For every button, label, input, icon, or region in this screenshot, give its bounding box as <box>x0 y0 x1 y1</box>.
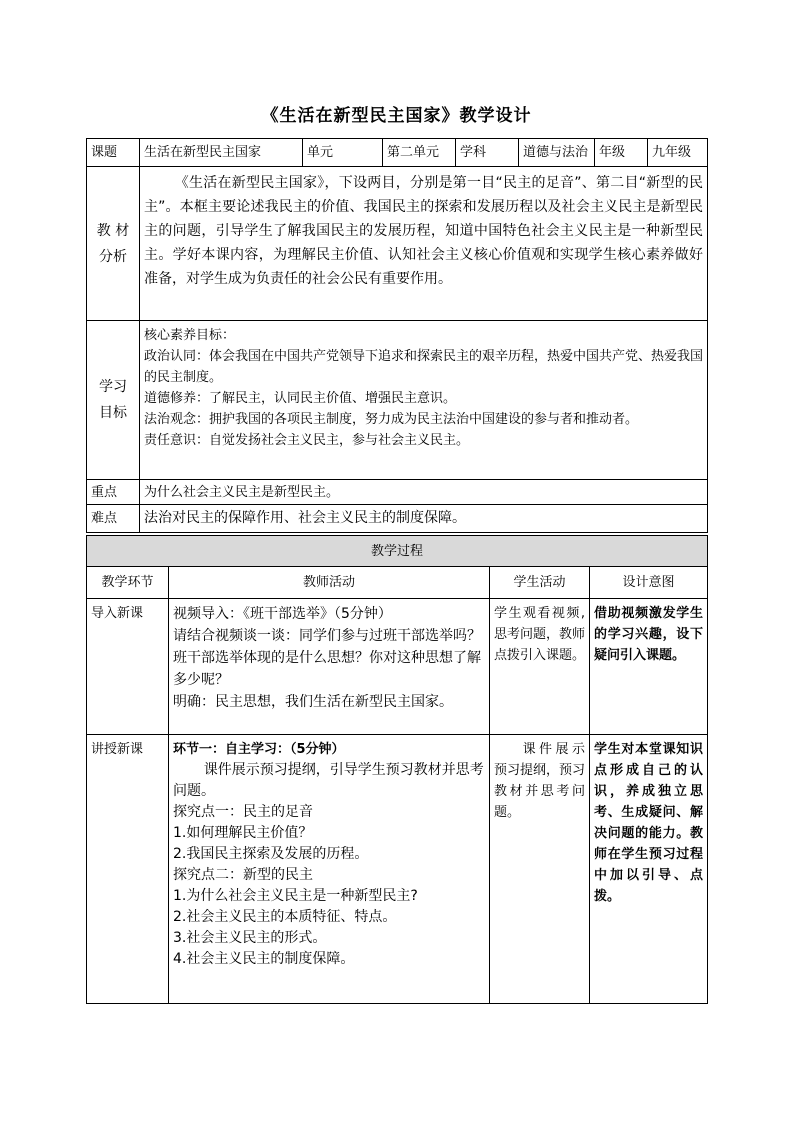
grade-value: 九年级 <box>648 139 708 167</box>
column-header: 设计意图 <box>590 567 708 599</box>
difficulty-label: 难点 <box>87 505 140 533</box>
analysis-label: 教 材 分析 <box>87 167 140 321</box>
lecture-stage: 讲授新课 <box>87 735 169 1004</box>
objective-line: 政治认同：体会我国在中国共产党领导下追求和探索民主的艰辛历程，热爱中国共产党、热爱我国的民主制度。 <box>144 349 704 385</box>
objectives-text <box>140 321 708 480</box>
difficulty-text: 法治对民主的保障作用、社会主义民主的制度保障。 <box>140 505 708 533</box>
column-header: 教学环节 <box>87 567 169 599</box>
lecture-design-intent: 学生对本堂课知识点形成自己的认识，养成独立思考、生成疑问、解决问题的能力。教师在学生预习过程中加以引导、点拨。 <box>590 735 708 1004</box>
subject-label: 学科 <box>456 139 519 167</box>
subject-value: 道德与法治 <box>519 139 595 167</box>
analysis-text: 《生活在新型民主国家》，下设两目，分别是第一目“民主的足音”、第二目“新型的民主”。本框主要论述我民主的价值、我国民主的探索和发展历程以及社会主义民主是新型民主的问题，引导学生了解我国民主的发展历程，知道中国特色社会主义民主是一种新型民主。学好本课内容，为理解民主价值、认知社会主义核心价值观和实现学生核心素养做好准备，对学生成为负责任的社会公民有重要作用。 <box>140 167 708 321</box>
intro-stage: 导入新课 <box>87 599 169 735</box>
intro-student-activity: 学生观看视频,思考问题，教师点拨引入课题。 <box>490 599 590 735</box>
objective-line: 法治观念：拥护我国的各项民主制度，努力成为民主法治中国建设的参与者和推动者。 <box>144 412 639 427</box>
objective-line: 责任意识：自觉发扬社会主义民主，参与社会主义民主。 <box>144 433 470 448</box>
intro-design-intent: 借助视频激发学生的学习兴趣，设下疑问引入课题。 <box>590 599 708 735</box>
unit-label: 单元 <box>303 139 383 167</box>
unit-value: 第二单元 <box>383 139 456 167</box>
process-header: 教学过程 <box>87 536 708 567</box>
grade-label: 年级 <box>595 139 648 167</box>
topic-value: 生活在新型民主国家 <box>140 139 303 167</box>
info-table <box>86 138 708 533</box>
column-header: 学生活动 <box>490 567 590 599</box>
lecture-teacher-activity: 环节一：自主学习：（5分钟） 课件展示预习提纲，引导学生预习教材并思考问题。 探究点一：民主的足音 1.如何理解民主价值？ 2.我国民主探索及发展的历程。 探究点二：新型的民主 1.为什么社会主义民主是一种新型民主? 2.社会主义民主的本质特征、特点。 3.社会主义民主的形式。 4.社会主义民主的制度保障。 <box>169 735 490 1004</box>
intro-teacher-activity: 视频导入：《班干部选举》（5分钟） 请结合视频谈一谈：同学们参与过班干部选举吗？班干部选举体现的是什么思想？你对这种思想了解多少呢？ 明确：民主思想，我们生活在新型民主国家。 <box>169 599 490 735</box>
key-point-label: 重点 <box>87 480 140 505</box>
process-table <box>86 535 708 1004</box>
objective-line: 核心素养目标： <box>144 328 236 343</box>
column-header: 教师活动 <box>169 567 490 599</box>
objectives-label: 学习 目标 <box>87 321 140 480</box>
objective-line: 道德修养：了解民主，认同民主价值、增强民主意识。 <box>144 391 457 406</box>
topic-label: 课题 <box>87 139 140 167</box>
lecture-student-activity: 课件展示预习提纲，预习教材并思考问题。 <box>490 735 590 1004</box>
page-title: 《生活在新型民主国家》教学设计 <box>261 106 532 126</box>
key-point-text: 为什么社会主义民主是新型民主。 <box>140 480 708 505</box>
